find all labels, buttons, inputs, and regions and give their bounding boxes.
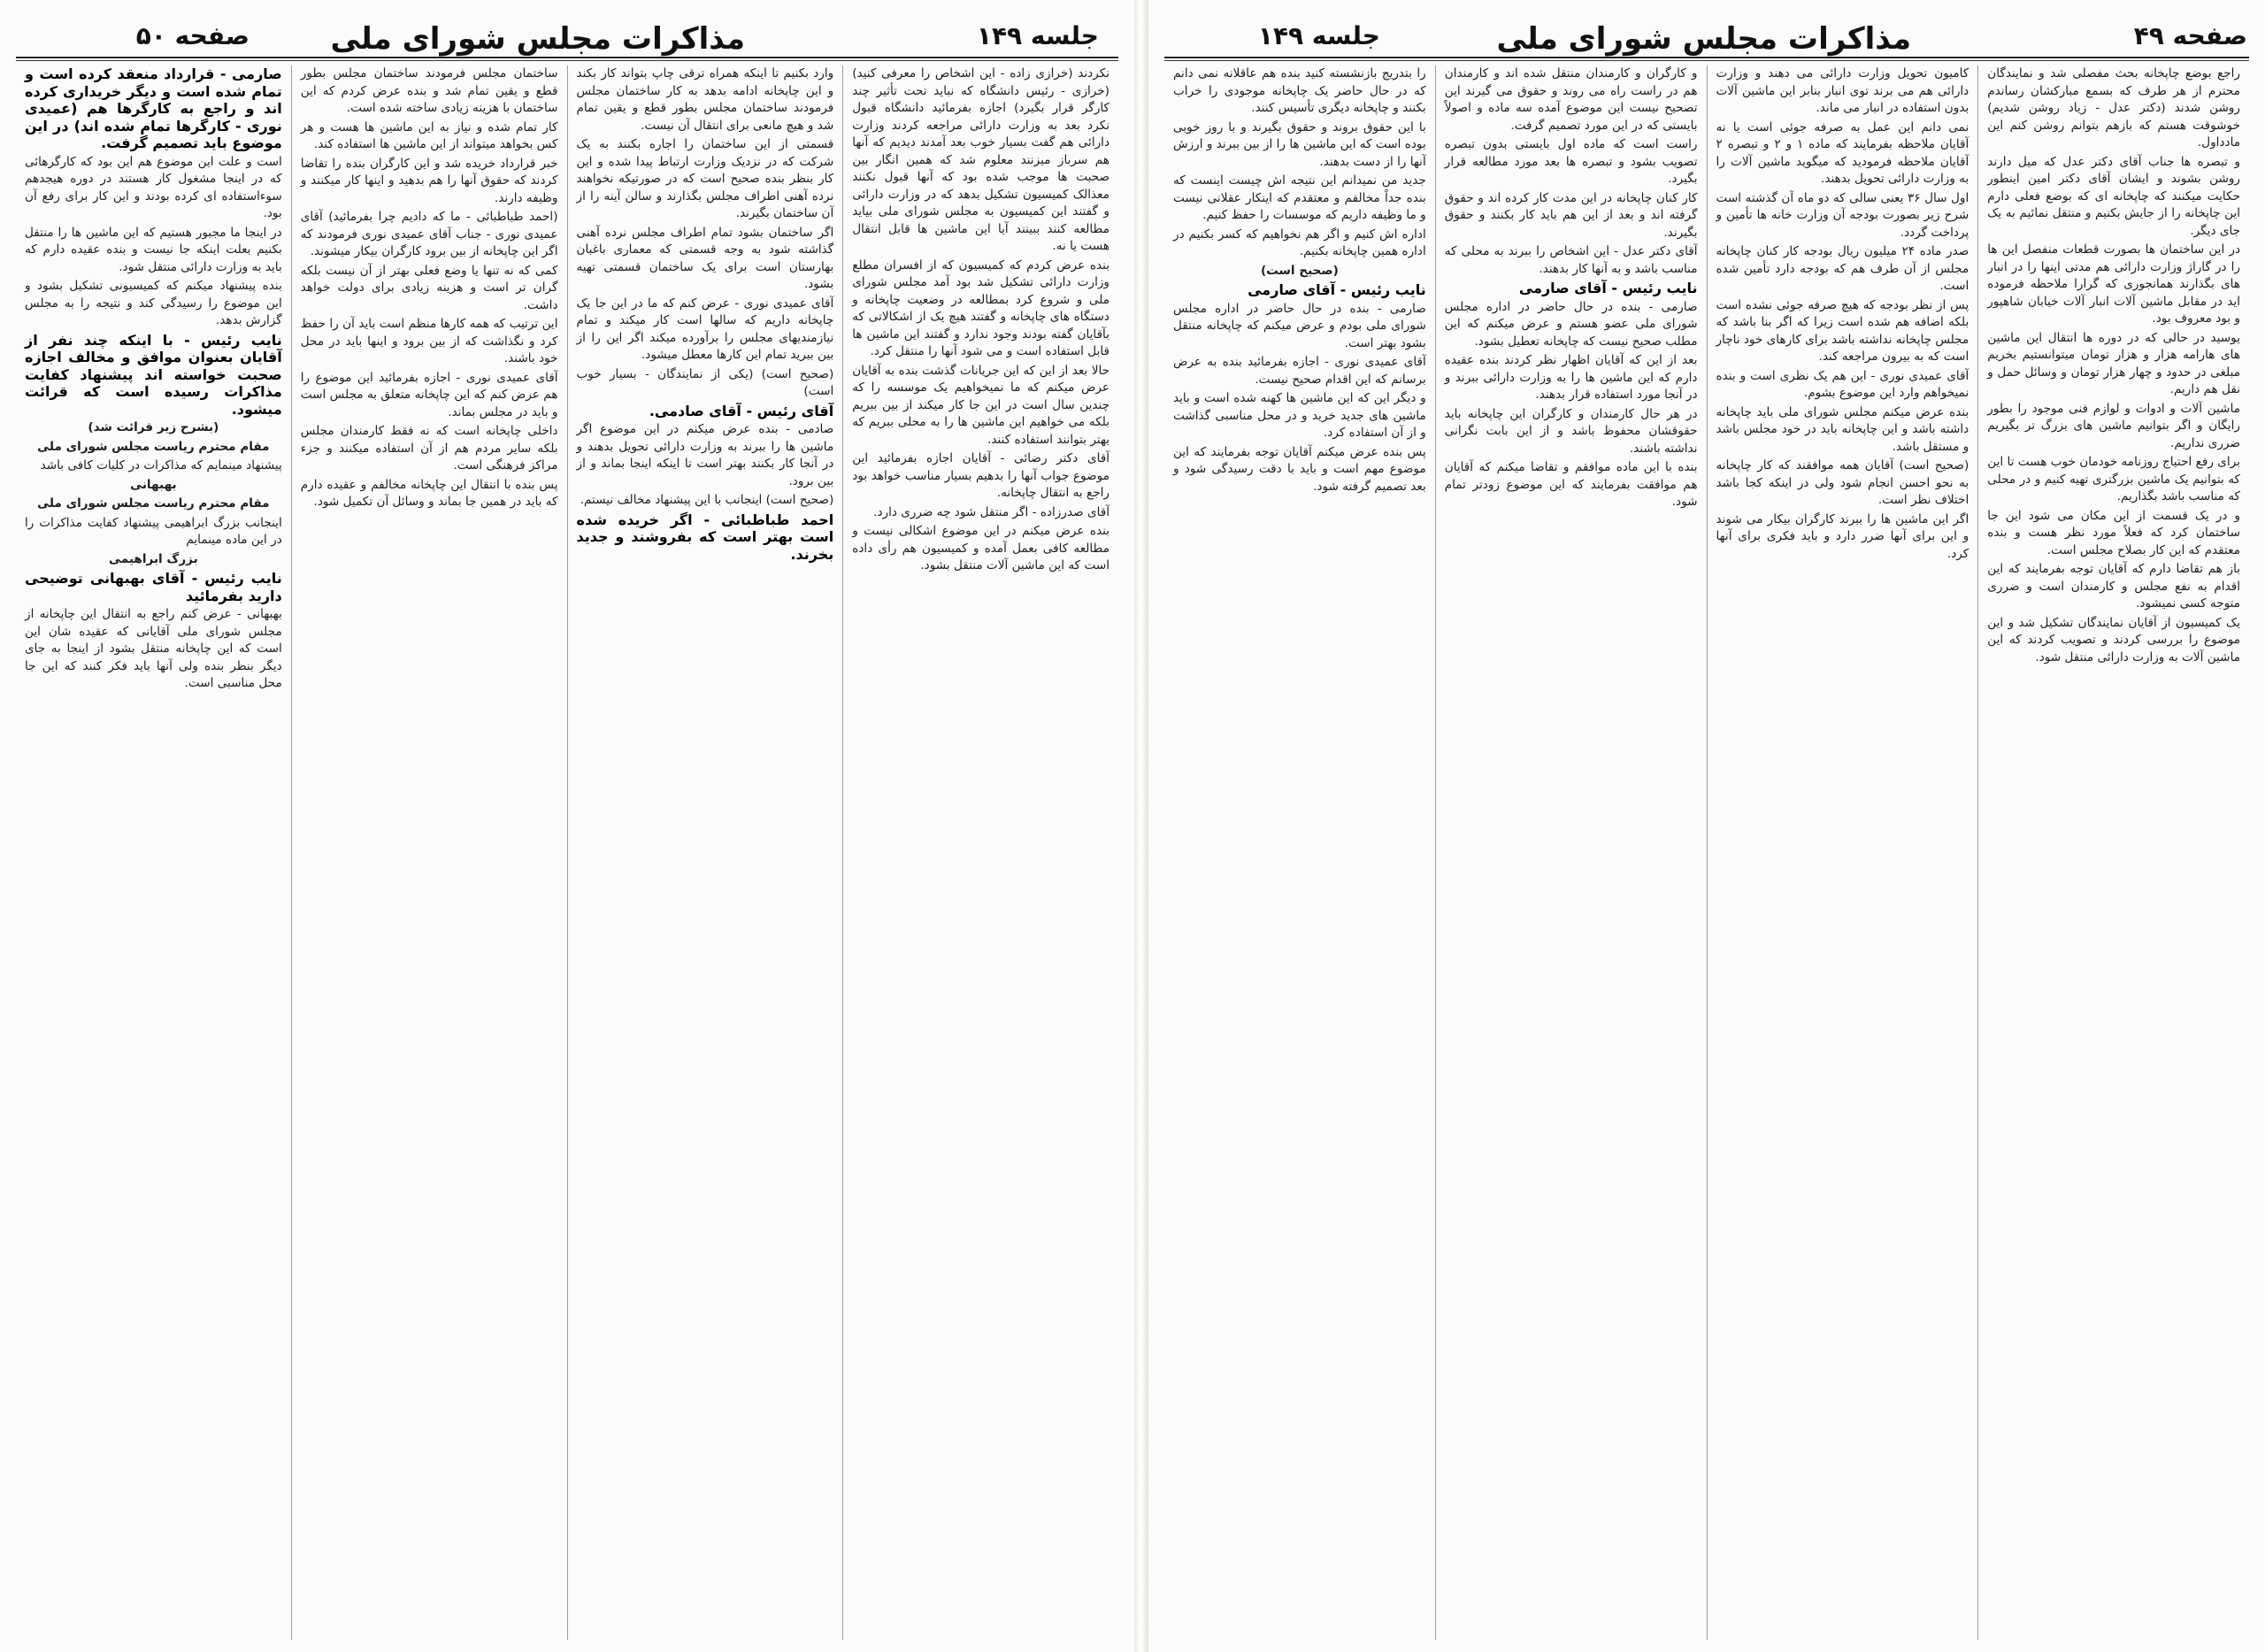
paragraph: کار تمام شده و نیاز به این ماشین ها هست و هر کس بخواهد میتواند از این ماشین ها استفاده کند. <box>300 119 558 151</box>
paragraph: راجع بوضع چاپخانه بحث مفصلی شد و نمایندگان محترم از هر طرف که بسمع مبارکشان رساندم روشن شدند (دکتر عدل - زیاد روشن شدیم) خوشوقت هستم که بازهم بتوانم روشن کنم این مادداول. <box>1987 66 2240 150</box>
center-line: (بشرح زیر قرائت شد) <box>88 420 219 434</box>
paragraph: برای رفع احتیاج روزنامه خودمان خوب هست تا این که بتوانیم یک ماشین بزرگتری تهیه کنیم و در محلی که مناسب باشد بگذاریم. <box>1987 455 2240 503</box>
paragraph: با این حقوق بروند و حقوق بگیرند و با روز خوبی بوده است که این ماشین ها را از بین ببرند و ارزش آنها را از دست بدهند. <box>1173 119 1426 169</box>
paragraph: پس از نظر بودجه که هیچ صرفه جوئی نشده است بلکه اضافه هم شده است زیرا که اگر بنا باشد که مجلس چاپخانه نداشته باشد برای کارهای خود ناچار است که به بیرون مراجعه کند. <box>1716 297 1969 364</box>
paragraph: صارمی - بنده در حال حاضر در اداره مجلس شورای ملی بودم و عرض میکنم که چاپخانه منتقل بشود بهتر است. <box>1173 301 1426 350</box>
signature-line: بزرگ ابراهیمی <box>108 551 198 566</box>
paragraph: نکردند (خرازی زاده - این اشخاص را معرفی کنید) (خرازی - رئیس دانشگاه که نباید تحت تأثیر چند کارگر قرار بگیرد) اجازه بفرمائید دانشگاه قبول نکرد بعد به وزارت دارائی مراجعه کردند وزارت دارائی هم گفت بسیار خوب بعد آمدند دیدیم که آنها هم سرباز میزنند معلوم شد که همین انگار بین صحبت ها موجب شده بود که آنها قبول نکنند معذالک کمیسیون تشکیل بدهد که در وزارت دارائی و گفتند این کمیسیون به مجلس شورای ملی بیاید مطالعه کنند ببینند آیا این ماشین ها قابل انتقال هست یا نه. <box>852 66 1109 253</box>
left-column-3 <box>292 65 568 1640</box>
paragraph: اگر ساختمان بشود تمام اطراف مجلس نرده آهنی گذاشته شود به وجه قسمتی که معماری باغبان بهارستان است برای یک ساختمان قسمتی تهیه بشود. <box>576 225 834 291</box>
paragraph: پس بنده عرض میکنم آقایان توجه بفرمایند که این موضوع مهم است و باید با دقت رسیدگی شود و بعد تصمیم گرفته شود. <box>1173 444 1426 494</box>
paragraph: ماشین آلات و ادوات و لوازم فنی موجود را بطور رایگان و اگر بتوانیم ماشین های بزرگ تر بگیریم ضرری نداریم. <box>1987 401 2240 450</box>
paragraph: کمی که نه تنها یا وضع فعلی بهتر از آن نیست بلکه گران تر است و هزینه زیادی برای دولت خواهد داشت. <box>300 263 558 312</box>
paragraph: بنده با این ماده موافقم و تقاضا میکنم که آقایان هم موافقت بفرمایند که این موضوع زودتر تمام شود. <box>1444 460 1698 509</box>
paragraph: (احمد طباطبائی - ما که دادیم چرا بفرمائید) آقای عمیدی نوری - جناب آقای عمیدی نوری فرمودند که اگر این چاپخانه از بین برود کارگران بیکار میشوند. <box>300 210 558 258</box>
signature-line: بهبهانی <box>130 477 177 492</box>
center-line: مقام محترم ریاست مجلس شورای ملی <box>37 439 270 454</box>
paragraph: بنده عرض کردم که کمیسیون که از افسران مطلع وزارت دارائی تشکیل شد بود آمد مجلس شورای ملی و شروع کرد بمطالعه در وضعیت چاپخانه و دستگاه های چاپخانه و گفتند هیچ یک از اشکالاتی که بآقایان گفته بودند وجود ندارد و گفتند این ماشین ها قابل استفاده است و می شود آنها را منتقل کرد. <box>852 257 1109 358</box>
paragraph: اداره اش کنیم و اگر هم نخواهیم که کسر بکنیم در اداره همین چاپخانه بکنیم. <box>1173 227 1426 258</box>
paragraph: داخلی چاپخانه است که نه فقط کارمندان مجلس بلکه سایر مردم هم از آن استفاده میکنند و جزء مراکز فرهنگی است. <box>300 424 558 473</box>
left-session-number: جلسه ۱۴۹ <box>976 21 1099 50</box>
left-header-rule <box>16 57 1118 58</box>
right-column-4 <box>1164 65 1436 1640</box>
paragraph: بنده پیشنهاد میکنم که کمیسیونی تشکیل بشود و این موضوع را رسیدگی کند و نتیجه را به مجلس گزارش بدهد. <box>25 279 282 327</box>
paragraph: آقای عمیدی نوری - عرض کنم که ما در این جا یک چاپخانه داریم که سالها است کار میکند و تمام نیازمندیهای مجلس را برآورده میکند اگر این را از بین ببرید تمام این کارها معطل میشود. <box>576 296 834 362</box>
paragraph: حالا بعد از این که این جریانات گذشت بنده به آقایان عرض میکنم که ما نمیخواهیم یک موسسه را که چندین سال است در این جا کار میکند از بین ببریم بلکه می خواهیم این ماشین ها را به محلی ببریم که بهتر بتوانند استفاده کنند. <box>852 363 1109 447</box>
speaker-line: نایب رئیس - آقای صارمی <box>1518 280 1698 296</box>
paragraph: بنده عرض میکنم مجلس شورای ملی باید چاپخانه داشته باشد و این چاپخانه باید در خود مجلس باشد و مستقل باشد. <box>1716 404 1969 454</box>
paragraph: پیشنهاد مینمایم که مذاکرات در کلیات کافی باشد <box>40 458 282 473</box>
speaker-line: نایب رئیس - آقای صارمی <box>1248 281 1426 298</box>
paragraph: آقای عمیدی نوری - این هم یک نظری است و بنده نمیخواهم وارد این موضوع بشوم. <box>1716 368 1969 400</box>
paragraph: (صحیح است) اینجانب با این پیشنهاد مخالف نیستم. <box>580 493 834 507</box>
paragraph: در این ساختمان ها بصورت قطعات منفصل این ها را در گاراژ وزارت دارائی هم مدتی اینها را در انبار های بگذارند همانجوری که گرارا ملاحظه فرموده اید در مقابل ماشین آلات انبار آلات خیابان شاهپور و بود معروف بود. <box>1987 242 2240 326</box>
speaker-line: احمد طباطبائی - اگر خریده شده است بهتر است که بفروشند و جدید بخرند. <box>576 511 834 563</box>
left-page-columns <box>16 65 1118 1640</box>
left-column-1 <box>843 65 1118 1640</box>
right-column-3 <box>1436 65 1708 1640</box>
speaker-line: نایب رئیس - با اینکه چند نفر از آقایان بعنوان موافق و مخالف اجازه صحبت خواسته اند پیشنهاد کفایت مذاکرات رسیده است که قرائت میشود. <box>25 331 282 418</box>
paragraph: صدر ماده ۲۴ میلیون ریال بودجه کار کنان چاپخانه مجلس از آن طرف هم که بودجه دارد تأمین شده است. <box>1716 244 1969 293</box>
left-page-header <box>0 12 1134 57</box>
right-column-1 <box>1978 65 2249 1640</box>
right-header-rule-thin <box>1164 60 2249 61</box>
right-page-title: مذاکرات مجلس شورای ملی <box>1496 21 1911 57</box>
paragraph: آقای عمیدی نوری - اجازه بفرمائید بنده به عرض برسانم که این اقدام صحیح نیست. <box>1173 355 1426 387</box>
paragraph: بعد از این که آقایان اظهار نظر کردند بنده عقیده دارم که این ماشین ها را به وزارت دارائی ببرند و در آنجا مورد استفاده قرار بدهند. <box>1444 353 1698 402</box>
speaker-line: صارمی - قرارداد منعقد کرده است و تمام شده است و دیگر خریداری کرده اند و راجع به کارگرها هم (عمیدی نوری - کارگرها تمام شده اند) در این موضوع باید تصمیم گرفت. <box>25 65 282 151</box>
paragraph: اینجانب بزرگ ابراهیمی پیشنهاد کفایت مذاکرات را در این ماده مینمایم <box>25 515 282 547</box>
paragraph: آقای دکتر رضائی - آقایان اجازه بفرمائید این موضوع جواب آنها را بدهیم بسیار مناسب خواهد بود راجع به انتقال چاپخانه. <box>852 451 1109 500</box>
left-page-title: مذاکرات مجلس شورای ملی <box>330 21 745 57</box>
right-page <box>1148 0 2265 1652</box>
paragraph: یوسید در حالی که در دوره ها انتقال این ماشین های هارامه هزار و هزار تومان میتوانستیم بخریم مبلغی در حدود و چهار هزار تومان و وسائل حمل و نقل هم داریم. <box>1987 330 2240 396</box>
paragraph: راست است که ماده اول بایستی بدون تبصره تصویب بشود و تبصره ها بعد مورد مطالعه قرار بگیرد. <box>1444 137 1698 186</box>
paragraph: در هر حال کارمندان و کارگران این چاپخانه باید حقوقشان محفوظ باشد و از این بابت نگرانی نداشته باشند. <box>1444 406 1698 456</box>
speaker-line: نایب رئیس - آقای بهبهانی توضیحی دارید بفرمائید <box>25 570 282 604</box>
book-gutter <box>1134 0 1148 1652</box>
center-line: مقام محترم ریاست مجلس شورای ملی <box>37 496 270 511</box>
paragraph: را بتدریج بازنشسته کنید بنده هم عاقلانه نمی دانم که در حال حاضر یک چاپخانه موجودی را خراب بکنند و چاپخانه دیگری تأسیس کنند. <box>1173 66 1426 115</box>
left-column-2 <box>568 65 844 1640</box>
paragraph: آقای دکتر عدل - این اشخاص را ببرند به محلی که مناسب باشد و به آنها کار بدهند. <box>1444 244 1698 276</box>
paragraph: بنده عرض میکنم در این موضوع اشکالی نیست و مطالعه کافی بعمل آمده و کمیسیون هم رأی داده است که این ماشین آلات منتقل بشود. <box>852 524 1109 572</box>
left-page-number: صفحه ۵۰ <box>135 21 250 50</box>
paragraph: وارد بکنیم تا اینکه همراه ترقی چاپ بتواند کار بکند و این چاپخانه ادامه بدهد به کار ساختمان مجلس فرمودند ساختمان مجلس بطور قطع و یقین تمام شد و هیچ مانعی برای انتقال آن نیست. <box>576 66 834 133</box>
paragraph: نمی دانم این عمل به صرفه جوئی است یا نه آقایان ملاحظه بفرمایند که ماده ۱ و ۲ و تبصره ۲ آقایان ملاحظه فرمودید که میگوید ماشین آلات را به وزارت دارائی تحویل بدهند. <box>1716 119 1969 186</box>
paragraph: آقای صدرزاده - اگر منتقل شود چه ضرری دارد. <box>873 504 1109 519</box>
paragraph: و دیگر این که این ماشین ها کهنه شده است و باید ماشین های جدید خرید و در محل مناسبی گذاشت و از آن استفاده کرد. <box>1173 391 1426 440</box>
paragraph: کامیون تحویل وزارت دارائی می دهند و وزارت دارائی هم می برند توی انبار بنابر این ماشین آلات بدون استفاده در انبار می ماند. <box>1716 66 1969 115</box>
paragraph: و در یک قسمت از این مکان می شود این جا ساختمان کرد که فعلاً مورد نظر هست و بنده معتقدم که این کار بصلاح مجلس است. <box>1987 508 2240 557</box>
paragraph: اگر این ماشین ها را ببرند کارگران بیکار می شوند و این برای آنها ضرر دارد و باید فکری برای آنها کرد. <box>1716 511 1969 561</box>
paragraph: (صحیح است) (یکی از نمایندگان - بسیار خوب است) <box>576 366 834 398</box>
left-column-4 <box>16 65 292 1640</box>
right-header-rule <box>1164 57 2249 58</box>
right-session-number: جلسه ۱۴۹ <box>1257 21 1380 50</box>
paragraph: آقای عمیدی نوری - اجازه بفرمائید این موضوع را هم عرض کنم که این چاپخانه متعلق به مجلس است و باید در مجلس بماند. <box>300 370 558 419</box>
paragraph: قسمتی از این ساختمان را اجاره بکنند به یک شرکت که در نزدیک وزارت ارتباط پیدا شده و این کار بنظر بنده صحیح است که در صورتیکه نخواهند نرده آهنی اطراف مجلس بگذارند و سالن آینه را از آن ساختمان بگیرند. <box>576 137 834 220</box>
paragraph: جدید من نمیدانم این نتیجه اش چیست اینست که بنده جداً مخالفم و معتقدم که اینکار عقلانی نیست و ما وظیفه داریم که موسسات را حفظ کنیم. <box>1173 173 1426 222</box>
paragraph: ساختمان مجلس فرمودند ساختمان مجلس بطور قطع و یقین تمام شد و بنده عرض کردم که این ساختمان با هزینه زیادی ساخته شده است. <box>300 66 558 115</box>
paragraph: (صحیح است) آقایان همه موافقند که کار چاپخانه به نحو احسن انجام شود ولی در اینکه کجا باشد اختلاف نظر است. <box>1716 458 1969 507</box>
paragraph: است و علت این موضوع هم این بود که کارگرهائی که در اینجا مشغول کار هستند در دوره هیجدهم سوءاستفاده ای کرده بودند و این کار برای رفع آن بود. <box>25 154 282 220</box>
left-header-rule-thin <box>16 60 1118 61</box>
paragraph: صارمی - بنده در حال حاضر در اداره مجلس شورای ملی عضو هستم و عرض میکنم که این مطلب صحیح نیست که چاپخانه تعطیل بشود. <box>1444 299 1698 349</box>
paragraph: و کارگران و کارمندان منتقل شده اند و کارمندان هم در راست راه می روند و حقوق می گیرند این تصحیح نیست این موضوع آمده سه ماده و اصولاً بایستی که در این مورد تصمیم گرفت. <box>1444 66 1698 133</box>
paragraph: خبر قرارداد خریده شد و این کارگران بنده را تقاضا کردند که حقوق آنها را هم بدهید و اینها کار میکنند و وظیفه دارند. <box>300 156 558 205</box>
paragraph: این ترتیب که همه کارها منظم است باید آن را حفظ کرد و نگذاشت که از بین برود و اینها باید در محل خود باشند. <box>300 317 558 365</box>
paragraph: باز هم تقاضا دارم که آقایان توجه بفرمایند که این اقدام به نفع مجلس و کارمندان است و ضرری متوجه کسی نمیشود. <box>1987 562 2240 611</box>
paragraph: صادمی - بنده عرض میکنم در این موضوع اگر ماشین ها را ببرند به وزارت دارائی تحویل بدهند و در آنجا کار بکنند بهتر است تا اینکه اینجا بماند و از بین برود. <box>576 422 834 488</box>
right-column-2 <box>1708 65 1979 1640</box>
paragraph: در اینجا ما مجبور هستیم که این ماشین ها را منتقل بکنیم بعلت اینکه جا نیست و بنده عقیده دارم که باید به وزارت دارائی منتقل شود. <box>25 225 282 274</box>
right-page-header <box>1148 12 2265 57</box>
paragraph: یک کمیسیون از آقایان نمایندگان تشکیل شد و این موضوع را بررسی کردند و تصویب کردند که این ماشین آلات به وزارت دارائی منتقل شود. <box>1987 615 2240 665</box>
paragraph: و تبصره ها جناب آقای دکتر عدل که میل دارند روشن بشوند و ایشان آقای دکتر امین اینطور حکایت میکنند که چاپخانه ای که بوضع فعلی دارم این چاپخانه را از جایش بکنیم و منتقل نمائیم به یک جای دیگر. <box>1987 154 2240 238</box>
right-page-number: صفحه ۴۹ <box>2133 21 2247 50</box>
speaker-line: آقای رئیس - آقای صادمی. <box>649 402 834 419</box>
right-page-columns <box>1164 65 2249 1640</box>
paragraph: بهبهانی - عرض کنم راجع به انتقال این چاپخانه از مجلس شورای ملی آقایانی که عقیده شان این است که این چاپخانه منتقل بشود از اینجا به جای دیگر بنظر بنده ولی آنها باید فکر کنند که این جا محل مناسبی است. <box>25 607 282 690</box>
paragraph: کار کنان چاپخانه در این مدت کار کرده اند و حقوق گرفته اند و بعد از این هم باید کار بکنند و حقوق بگیرند. <box>1444 190 1698 240</box>
paragraph: اول سال ۳۶ یعنی سالی که دو ماه آن گذشته است شرح زیر بصورت بودجه آن وزارت خانه ها تأمین و پرداخت گردد. <box>1716 190 1969 240</box>
paragraph: پس بنده با انتقال این چاپخانه مخالفم و عقیده دارم که باید در همین جا بماند و وسائل آن تکمیل شود. <box>300 477 558 509</box>
center-line: (صحیح است) <box>1260 263 1339 278</box>
